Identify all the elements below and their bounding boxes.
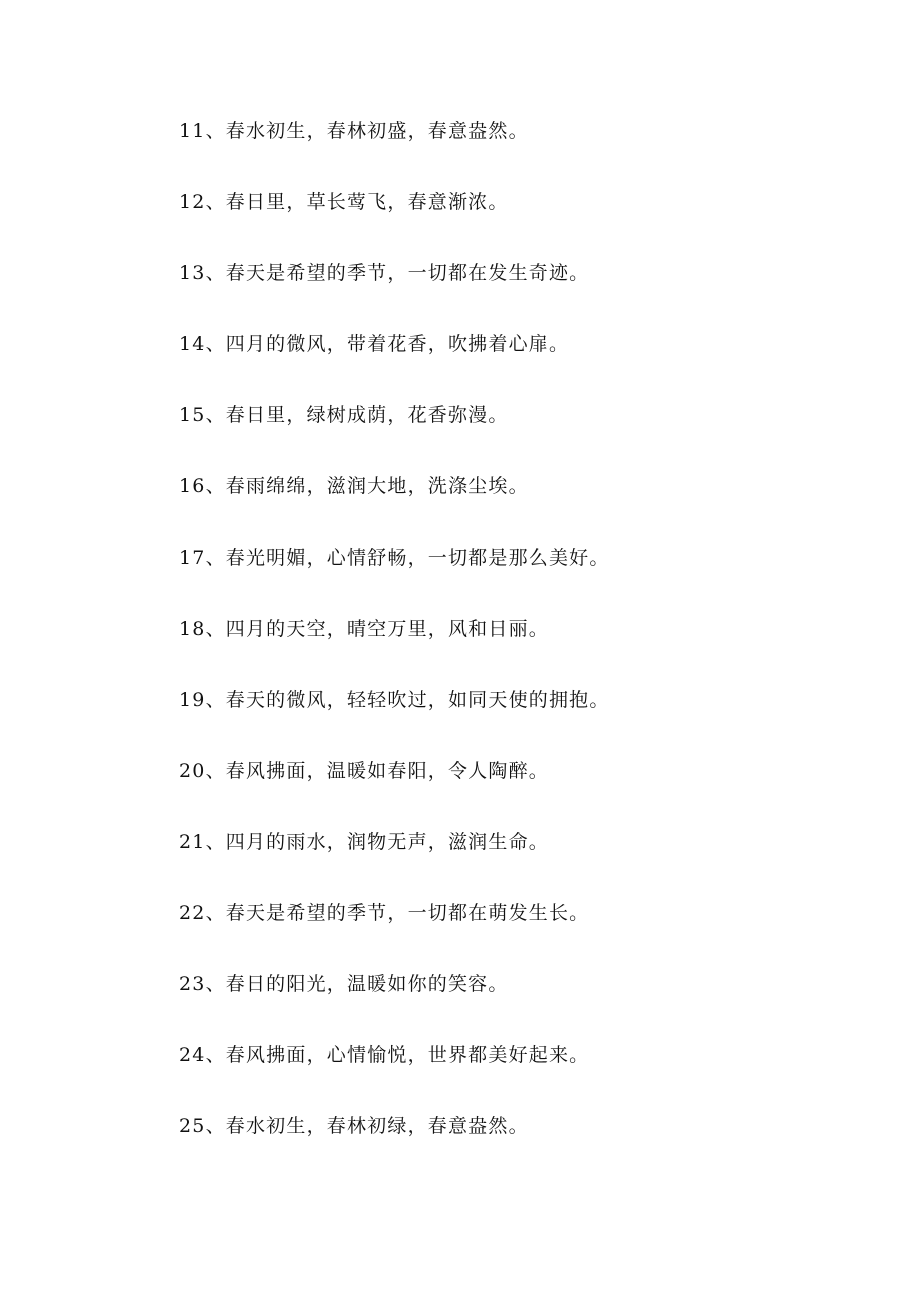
sentence-list bbox=[179, 117, 610, 1183]
list-item bbox=[179, 615, 610, 686]
item-number: 25 bbox=[179, 1115, 206, 1138]
item-number: 11 bbox=[179, 120, 206, 142]
list-item bbox=[179, 401, 610, 472]
item-number: 23 bbox=[179, 973, 206, 996]
item-number: 12 bbox=[179, 191, 206, 214]
item-number: 18 bbox=[179, 617, 206, 640]
item-text: 、四月的微风，带着花香，吹拂着心扉。 bbox=[205, 333, 570, 356]
item-number: 13 bbox=[179, 262, 206, 285]
list-item bbox=[179, 259, 610, 330]
item-text: 、春光明媚，心情舒畅，一切都是那么美好。 bbox=[205, 546, 610, 569]
list-item bbox=[179, 1112, 610, 1183]
item-number: 14 bbox=[179, 333, 206, 356]
item-text: 、春风拂面，心情愉悦，世界都美好起来。 bbox=[205, 1044, 590, 1067]
item-text: 、四月的雨水，润物无声，滋润生命。 bbox=[205, 830, 549, 853]
list-item bbox=[179, 970, 610, 1041]
list-item bbox=[179, 188, 610, 259]
item-text: 、春水初生，春林初盛，春意盎然。 bbox=[205, 120, 529, 142]
item-text: 、春天是希望的季节，一切都在发生奇迹。 bbox=[205, 262, 590, 285]
list-item bbox=[179, 330, 610, 401]
item-text: 、四月的天空，晴空万里，风和日丽。 bbox=[205, 617, 549, 640]
item-number: 19 bbox=[179, 688, 206, 711]
list-item bbox=[179, 828, 610, 899]
list-item bbox=[179, 1041, 610, 1112]
item-text: 、春日里，草长莺飞，春意渐浓。 bbox=[205, 191, 509, 214]
list-item bbox=[179, 686, 610, 757]
item-text: 、春风拂面，温暖如春阳，令人陶醉。 bbox=[205, 759, 549, 782]
item-text: 、春日的阳光，温暖如你的笑容。 bbox=[205, 973, 509, 996]
list-item bbox=[179, 472, 610, 543]
item-text: 、春水初生，春林初绿，春意盎然。 bbox=[205, 1115, 529, 1138]
item-text: 、春日里，绿树成荫，花香弥漫。 bbox=[205, 404, 509, 427]
item-number: 21 bbox=[179, 830, 206, 853]
item-number: 17 bbox=[179, 546, 206, 569]
list-item bbox=[179, 757, 610, 828]
item-number: 15 bbox=[179, 404, 206, 427]
list-item bbox=[179, 544, 610, 615]
item-number: 20 bbox=[179, 759, 206, 782]
item-text: 、春天是希望的季节，一切都在萌发生长。 bbox=[205, 902, 590, 925]
item-text: 、春雨绵绵，滋润大地，洗涤尘埃。 bbox=[205, 475, 529, 498]
list-item bbox=[179, 899, 610, 970]
item-number: 24 bbox=[179, 1044, 206, 1067]
item-number: 16 bbox=[179, 475, 206, 498]
item-number: 22 bbox=[179, 902, 206, 925]
item-text: 、春天的微风，轻轻吹过，如同天使的拥抱。 bbox=[205, 688, 610, 711]
list-item bbox=[179, 117, 610, 188]
